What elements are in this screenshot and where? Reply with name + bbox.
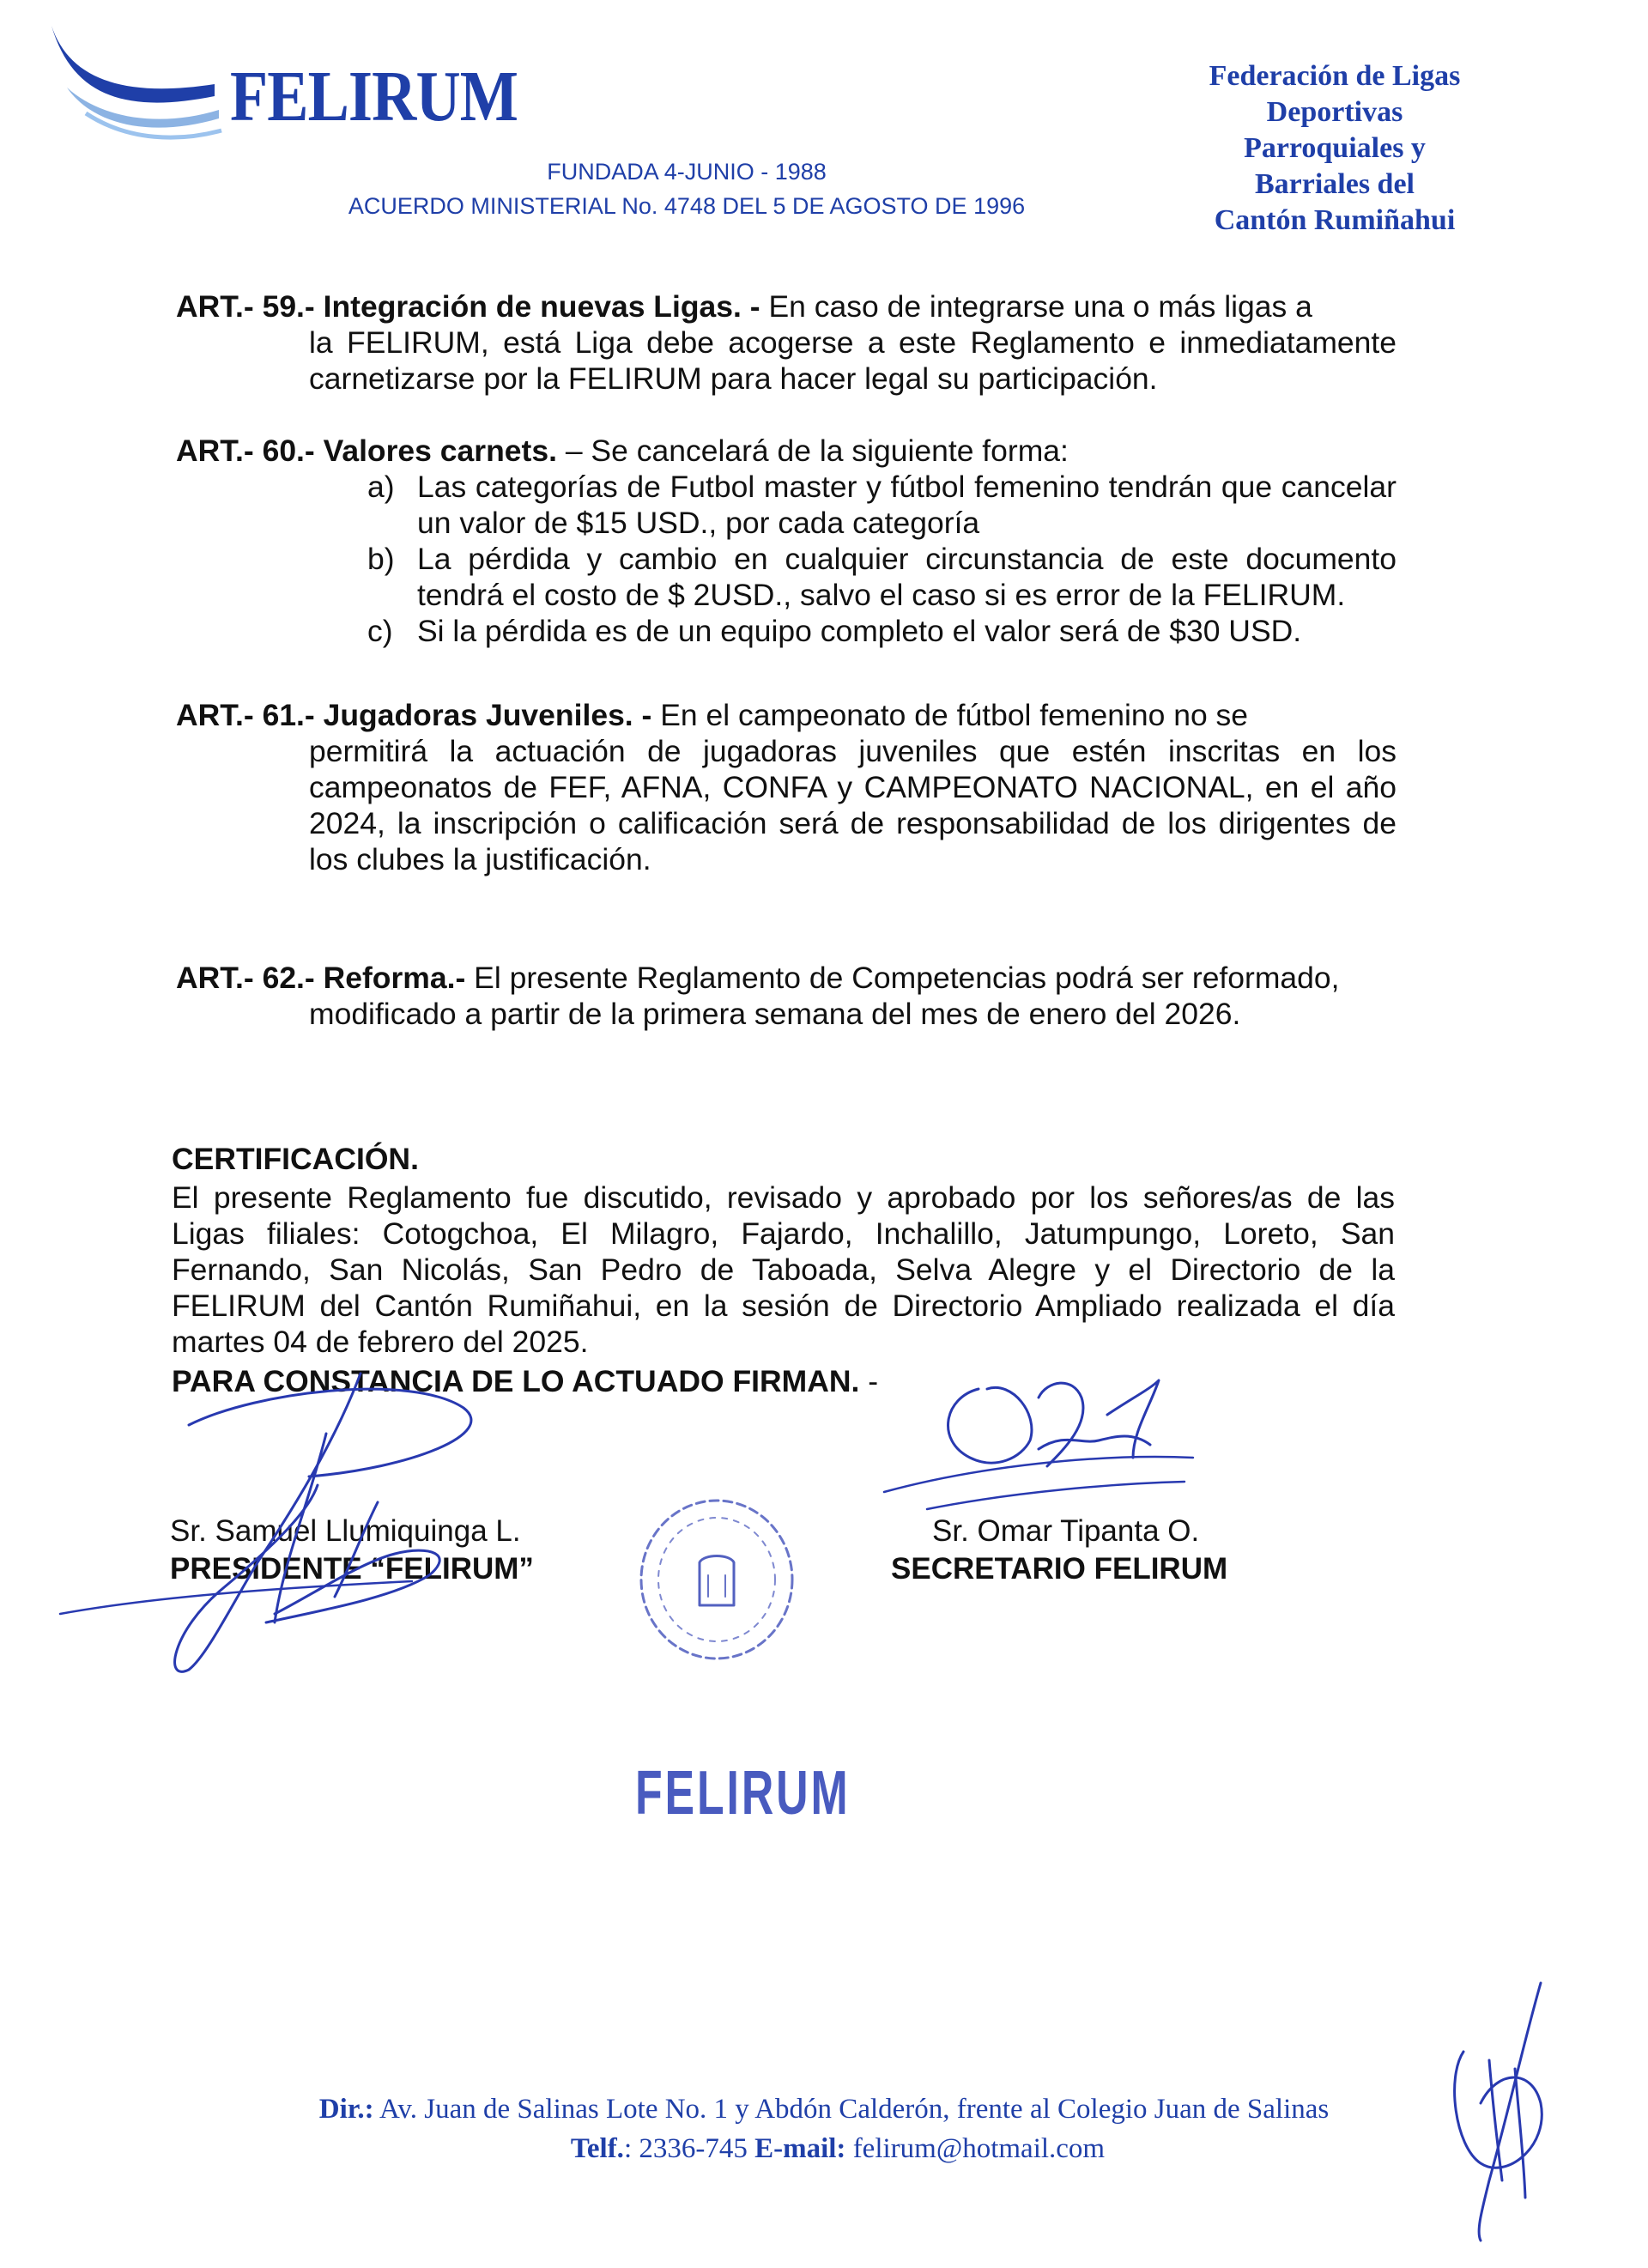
secretary-handwritten-signature [876, 1363, 1219, 1535]
list-item [360, 541, 1397, 613]
article-59-first-line: En caso de integrarse una o más ligas a [760, 289, 1312, 324]
phone-number: : 2336-745 [623, 2133, 755, 2164]
address-text: Av. Juan de Salinas Lote No. 1 y Abdón Calderón, frente al Colegio Juan de Salinas [373, 2094, 1330, 2125]
felirum-logo-swoosh [43, 17, 232, 146]
list-item-text: La pérdida y cambio en cualquier circunstancia de este documento tendrá el costo de $ 2USD., salvo el caso si es error de la FELIRUM. [417, 542, 1397, 612]
felirum-logo-text: FELIRUM [230, 57, 518, 136]
federation-line: Deportivas [1266, 96, 1403, 128]
founded-date: FUNDADA 4-JUNIO - 1988 [547, 159, 827, 185]
article-61-first-line: En el campeonato de fútbol femenino no se [651, 698, 1249, 732]
article-59-label: ART.- 59.- Integración de nuevas Ligas. - [176, 289, 760, 324]
certification-title: CERTIFICACIÓN. [172, 1142, 419, 1176]
president-handwritten-signature [52, 1339, 584, 1683]
list-item [360, 613, 1397, 649]
article-60-first-line: – Se cancelará de la siguiente forma: [556, 434, 1069, 468]
list-marker: b) [367, 542, 395, 576]
article-59-heading [176, 288, 1397, 324]
article-62-first-line: El presente Reglamento de Competencias podrá ser reformado, [465, 961, 1340, 995]
list-item-text: Las categorías de Futbol master y fútbol femenino tendrán que cancelar un valor de $15 USD., por cada categoría [417, 470, 1397, 540]
address-label: Dir.: [318, 2094, 374, 2125]
felirum-ink-stamp: FELIRUM [635, 1759, 851, 1828]
footer-address [0, 2089, 1648, 2129]
article-61-body: permitirá la actuación de jugadoras juveniles que estén inscritas en los campeonatos de FEF, AFNA, CONFA y CAMPEONATO NACIONAL, en el año 2024, la inscripción o calificación será de responsabilidad de los dirigentes de los clubes la justificación. [309, 734, 1397, 876]
closing-statement: PARA CONSTANCIA DE LO ACTUADO FIRMAN. [172, 1364, 860, 1398]
email-address: felirum@hotmail.com [845, 2133, 1106, 2164]
closing-tail: - [859, 1364, 879, 1398]
list-item [360, 469, 1397, 541]
ministerial-agreement: ACUERDO MINISTERIAL No. 4748 DEL 5 DE AGOSTO DE 1996 [348, 193, 1026, 219]
article-61-label: ART.- 61.- Jugadoras Juveniles. - [176, 698, 652, 732]
article-60-heading [176, 433, 1397, 469]
founding-info [343, 155, 1030, 223]
email-label: E-mail: [754, 2133, 846, 2164]
president-name: Sr. Samuel Llumiquinga L. [170, 1514, 521, 1548]
list-marker: a) [367, 470, 395, 504]
president-role: PRESIDENTE “FELIRUM” [170, 1552, 534, 1586]
list-item-text: Si la pérdida es de un equipo completo el valor será de $30 USD. [417, 614, 1302, 648]
article-60-list [360, 469, 1397, 649]
federation-line: Cantón Rumiñahui [1214, 204, 1456, 236]
article-60-label: ART.- 60.- Valores carnets. [176, 434, 557, 468]
federation-round-seal [627, 1494, 807, 1683]
footer-contact [0, 2129, 1648, 2168]
list-marker: c) [367, 614, 393, 648]
federation-line: Federación de Ligas [1209, 60, 1461, 92]
federation-line: Parroquiales y [1244, 132, 1426, 164]
secretary-name: Sr. Omar Tipanta O. [932, 1514, 1200, 1548]
federation-line: Barriales del [1254, 168, 1415, 200]
certification-text: El presente Reglamento fue discutido, revisado y aprobado por los señores/as de las Ligas filiales: Cotogchoa, El Milagro, Fajardo, Inchalillo, Jatumpungo, Loreto, San Fernando, San Nicolás, San Pedro de Taboada, Selva Alegre y el Directorio de la FELIRUM del Cantón Rumiñahui, en la sesión de Directorio Ampliado realizada el día martes 04 de febrero del 2025. [172, 1180, 1395, 1359]
article-62-heading [176, 960, 1397, 996]
article-61-heading [176, 697, 1397, 733]
article-62-body: modificado a partir de la primera semana del mes de enero del 2026. [309, 997, 1241, 1031]
federation-name [1189, 58, 1481, 239]
phone-label: Telf. [570, 2133, 624, 2164]
article-59-body: la FELIRUM, está Liga debe acogerse a este Reglamento e inmediatamente carnetizarse por la FELIRUM para hacer legal su participación. [309, 325, 1397, 396]
secretary-role: SECRETARIO FELIRUM [891, 1552, 1228, 1586]
article-62-label: ART.- 62.- Reforma.- [176, 961, 466, 995]
